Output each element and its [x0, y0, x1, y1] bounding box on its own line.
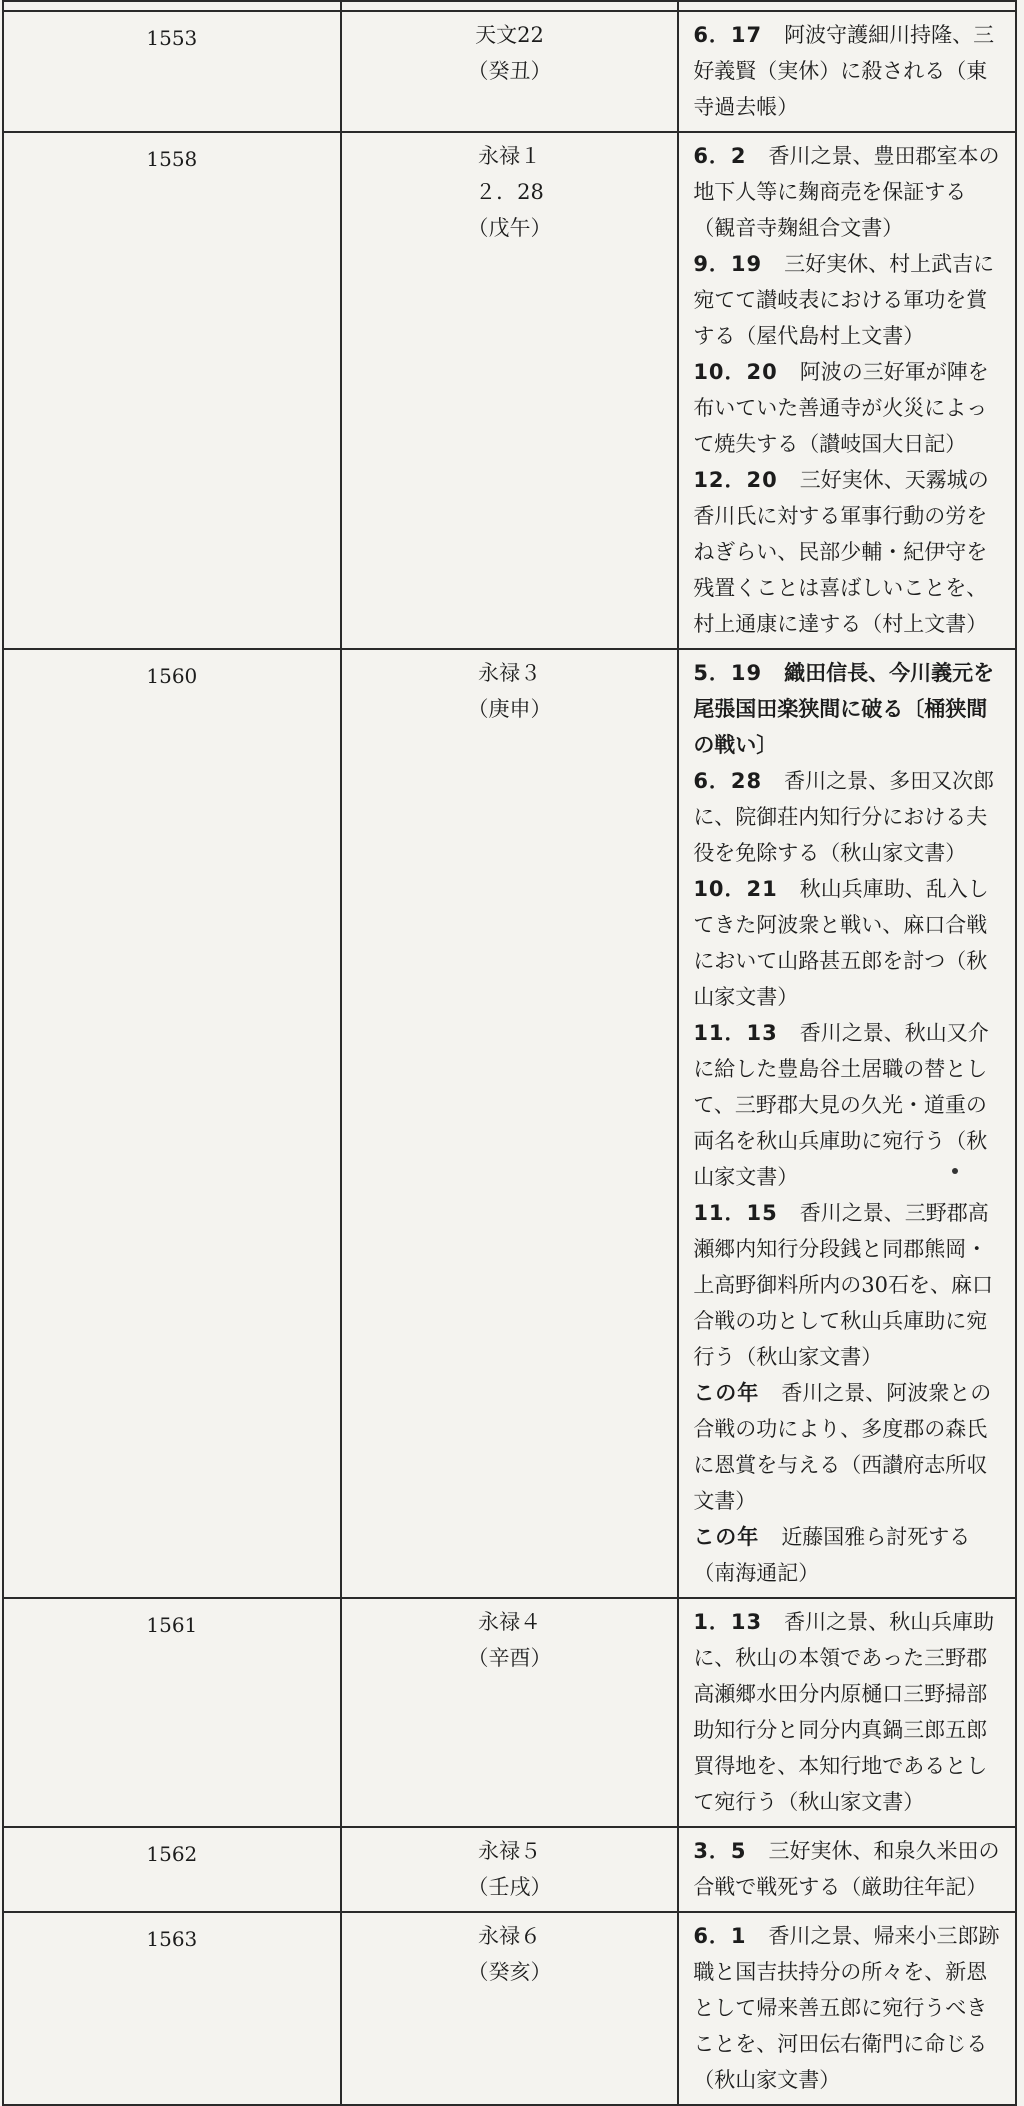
event-date: 12．20: [693, 468, 778, 492]
event-entry: [693, 462, 1005, 642]
event-date: 1．13: [693, 1610, 763, 1634]
event-text: 香川之景、帰来小三郎跡職と国吉扶持分の所々を、新恩として帰来善五郎に宛行うべきことを、河田伝右衛門に命じる（秋山家文書）: [693, 1924, 1000, 2092]
event-text: 三好実休、天霧城の香川氏に対する軍事行動の労をねぎらい、民部少輔・紀伊守を残置くことは喜ばしいことを、村上通康に達する（村上文書）: [693, 468, 989, 636]
events-cell: [678, 649, 1016, 1598]
event-text: 近藤国雅ら討死する（南海通記）: [693, 1525, 971, 1585]
event-entry: [693, 1918, 1005, 2098]
year-cell: 1553: [3, 11, 341, 132]
event-entry: [693, 1519, 1005, 1591]
event-text: 香川之景、多田又次郎に、院御荘内知行分における夫役を免除する（秋山家文書）: [693, 769, 995, 865]
table-row: [3, 132, 1016, 649]
chronology-table: [2, 0, 1017, 2106]
era-line: 永禄３: [477, 661, 541, 685]
year-cell: 1561: [3, 1598, 341, 1827]
event-entry: [693, 17, 1005, 125]
event-text: 香川之景、秋山兵庫助に、秋山の本領であった三野郡高瀬郷水田分内原樋口三野掃部助知行分と同分内真鍋三郎五郎買得地を、本知行地であるとして宛行う（秋山家文書）: [693, 1610, 995, 1814]
event-entry: [693, 138, 1005, 246]
event-entry: [693, 1195, 1005, 1375]
event-date: 10．20: [693, 360, 778, 384]
events-cell: [678, 132, 1016, 649]
era-line: （戊午）: [467, 216, 552, 240]
year-cell: 1558: [3, 132, 341, 649]
event-text: 香川之景、豊田郡室本の地下人等に麹商売を保証する（観音寺麹組合文書）: [693, 144, 1000, 240]
event-entry: [693, 655, 1005, 763]
era-line: （壬戌）: [467, 1875, 552, 1899]
era-line: 永禄６: [477, 1924, 541, 1948]
year-cell: 1562: [3, 1827, 341, 1912]
event-date: この年: [693, 1525, 760, 1549]
ink-dot: [952, 1168, 958, 1174]
event-date: この年: [693, 1381, 760, 1405]
era-cell: [341, 11, 679, 132]
event-text: 香川之景、三野郡高瀬郷内知行分段銭と同郡熊岡・上高野御料所内の30石を、麻口合戦の功として秋山兵庫助に宛行う（秋山家文書）: [693, 1201, 994, 1369]
event-date: 6．17: [693, 23, 763, 47]
event-text: 三好実休、和泉久米田の合戦で戦死する（厳助往年記）: [693, 1839, 1000, 1899]
event-text: 香川之景、阿波衆との合戦の功により、多度郡の森氏に恩賞を与える（西讃府志所収文書）: [693, 1381, 992, 1513]
era-line: （癸丑）: [467, 59, 552, 83]
era-cell: [341, 649, 679, 1598]
event-entry: [693, 354, 1005, 462]
table-row: [3, 11, 1016, 132]
event-date: 9．19: [693, 252, 763, 276]
event-date: 11．15: [693, 1201, 778, 1225]
table-row: [3, 1827, 1016, 1912]
event-date: 6．2: [693, 144, 747, 168]
era-line: （癸亥）: [467, 1960, 552, 1984]
event-entry: [693, 1604, 1005, 1820]
events-cell: [678, 1598, 1016, 1827]
event-entry: [693, 871, 1005, 1015]
event-entry: [693, 1015, 1005, 1195]
event-text: 香川之景、秋山又介に給した豊島谷土居職の替として、三野郡大見の久光・道重の両名を秋山兵庫助に宛行う（秋山家文書）: [693, 1021, 989, 1189]
event-date: 10．21: [693, 877, 778, 901]
era-cell: [341, 1827, 679, 1912]
events-cell: [678, 11, 1016, 132]
era-cell: [341, 1912, 679, 2105]
era-line: （辛酉）: [467, 1646, 552, 1670]
table-row: [3, 649, 1016, 1598]
era-line: （庚申）: [467, 697, 552, 721]
table-top-stub: [3, 1, 1016, 11]
year-cell: 1560: [3, 649, 341, 1598]
era-cell: [341, 132, 679, 649]
event-entry: [693, 1375, 1005, 1519]
year-cell: 1563: [3, 1912, 341, 2105]
event-date: 3．5: [693, 1839, 747, 1863]
era-line: 永禄５: [477, 1839, 541, 1863]
event-date: 6．1: [693, 1924, 747, 1948]
event-text: 織田信長、今川義元を尾張国田楽狭間に破る〔桶狭間の戦い〕: [693, 661, 995, 757]
event-entry: [693, 246, 1005, 354]
table-row: [3, 1598, 1016, 1827]
era-line: 永禄１: [477, 144, 541, 168]
era-cell: [341, 1598, 679, 1827]
event-text: 阿波の三好軍が陣を布いていた善通寺が火災によって焼失する（讃岐国大日記）: [693, 360, 989, 456]
era-line: ２．28: [475, 180, 544, 204]
event-date: 6．28: [693, 769, 763, 793]
event-entry: [693, 1833, 1005, 1905]
events-cell: [678, 1827, 1016, 1912]
events-cell: [678, 1912, 1016, 2105]
event-entry: [693, 763, 1005, 871]
table-row: [3, 1912, 1016, 2105]
event-date: 5．19: [693, 661, 763, 685]
event-text: 三好実休、村上武吉に宛てて讃岐表における軍功を賞する（屋代島村上文書）: [693, 252, 995, 348]
event-text: 阿波守護細川持隆、三好義賢（実休）に殺される（東寺過去帳）: [693, 23, 995, 119]
era-line: 天文22: [475, 23, 544, 47]
event-text: 秋山兵庫助、乱入してきた阿波衆と戦い、麻口合戦において山路甚五郎を討つ（秋山家文書）: [693, 877, 989, 1009]
event-date: 11．13: [693, 1021, 778, 1045]
era-line: 永禄４: [477, 1610, 541, 1634]
